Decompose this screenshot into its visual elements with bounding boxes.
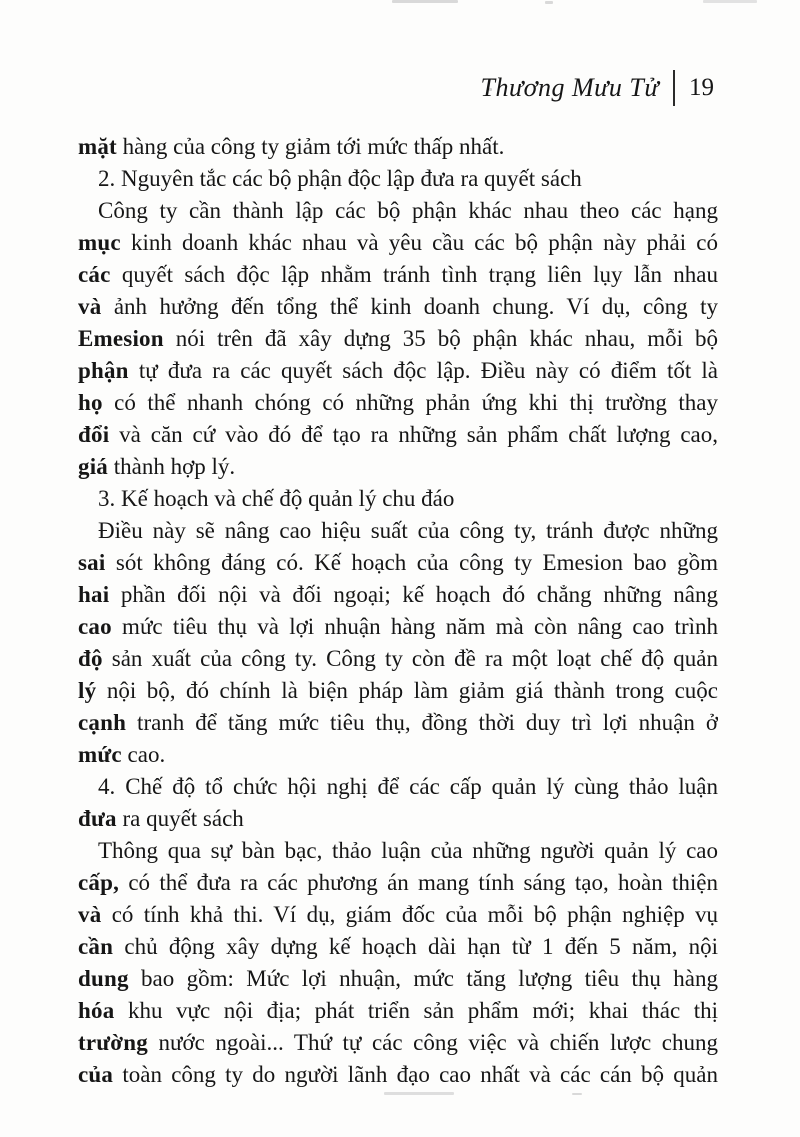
line-rest: hàng của công ty giảm tới mức thấp nhất.: [116, 134, 505, 159]
line-first-word: hai: [78, 582, 110, 607]
text-line: [78, 643, 718, 675]
line-first-word: mặt: [78, 134, 117, 159]
line-rest: nói trên đã xây dựng 35 bộ phận khác nhau, mỗi bộ: [163, 326, 718, 351]
line-rest: và căn cứ vào đó để tạo ra những sản phẩm chất lượng cao,: [109, 422, 718, 447]
line-rest: Công ty cần thành lập các bộ phận khác nhau theo các hạng: [98, 198, 718, 223]
line-rest: sót không đáng có. Kế hoạch của công ty Emesion bao gồm: [105, 550, 718, 575]
line-first-word: đổi: [78, 422, 110, 447]
line-first-word: đưa: [78, 806, 117, 831]
text-line: [78, 835, 718, 867]
line-rest: có thể đưa ra các phương án mang tính sáng tạo, hoàn thiện: [119, 870, 718, 895]
text-line: [78, 451, 718, 483]
line-first-word: cấp,: [78, 870, 120, 895]
text-line: [78, 1027, 718, 1059]
text-line: [78, 963, 718, 995]
line-first-word: Emesion: [78, 326, 164, 351]
line-rest: thành hợp lý.: [108, 454, 236, 479]
text-line: [78, 995, 718, 1027]
text-line: [78, 611, 718, 643]
line-first-word: độ: [78, 646, 103, 671]
scan-speck: [384, 1092, 454, 1095]
line-first-word: họ: [78, 390, 103, 415]
line-first-word: phận: [78, 358, 129, 383]
line-rest: Thông qua sự bàn bạc, thảo luận của những người quản lý cao: [98, 838, 718, 863]
line-first-word: của: [78, 1062, 114, 1087]
line-rest: mức tiêu thụ và lợi nhuận hàng năm mà còn nâng cao trình: [111, 614, 718, 639]
text-line: [78, 483, 718, 515]
text-line: [78, 931, 718, 963]
text-line: [78, 675, 718, 707]
line-first-word: cao: [78, 614, 112, 639]
text-line: [78, 419, 718, 451]
text-line: [78, 387, 718, 419]
line-first-word: mục: [78, 230, 121, 255]
text-line: [78, 1059, 718, 1091]
text-line: [78, 579, 718, 611]
line-first-word: trường: [78, 1030, 148, 1055]
line-rest: ra quyết sách: [116, 806, 244, 831]
page-number: 19: [689, 74, 714, 101]
text-line: [78, 899, 718, 931]
line-rest: phần đối nội và đối ngoại; kế hoạch đó chẳng những nâng: [109, 582, 718, 607]
text-line: [78, 547, 718, 579]
line-rest: 3. Kế hoạch và chế độ quản lý chu đáo: [98, 486, 455, 511]
line-first-word: và: [78, 902, 102, 927]
text-line: [78, 163, 718, 195]
line-rest: sản xuất của công ty. Công ty còn đề ra một loạt chế độ quản: [102, 646, 718, 671]
line-rest: 2. Nguyên tắc các bộ phận độc lập đưa ra quyết sách: [98, 166, 582, 191]
scan-speck: [572, 1093, 582, 1095]
text-block: [78, 131, 718, 1091]
header-separator: [673, 70, 675, 106]
line-rest: tranh để tăng mức tiêu thụ, đồng thời duy trì lợi nhuận ở: [126, 710, 718, 735]
line-rest: nội bộ, đó chính là biện pháp làm giảm giá thành trong cuộc: [96, 678, 718, 703]
line-rest: có tính khả thi. Ví dụ, giám đốc của mỗi bộ phận nghiệp vụ: [101, 902, 718, 927]
line-first-word: dung: [78, 966, 129, 991]
line-first-word: hóa: [78, 998, 115, 1023]
line-rest: toàn công ty do người lãnh đạo cao nhất và các cán bộ quản: [113, 1062, 718, 1087]
line-first-word: cạnh: [78, 710, 127, 735]
line-rest: 4. Chế độ tổ chức hội nghị để các cấp quản lý cùng thảo luận: [98, 774, 718, 799]
line-first-word: mức: [78, 742, 122, 767]
line-first-word: và: [78, 294, 102, 319]
line-rest: kinh doanh khác nhau và yêu cầu các bộ phận này phải có: [120, 230, 718, 255]
text-line: [78, 195, 718, 227]
text-line: [78, 355, 718, 387]
line-first-word: cần: [78, 934, 114, 959]
book-title: Thương Mưu Tử: [480, 73, 659, 102]
scan-speck: [703, 0, 757, 3]
line-first-word: sai: [78, 550, 106, 575]
text-line: [78, 803, 718, 835]
line-rest: bao gồm: Mức lợi nhuận, mức tăng lượng tiêu thụ hàng: [128, 966, 718, 991]
text-line: [78, 259, 718, 291]
running-header: [481, 70, 715, 106]
line-rest: khu vực nội địa; phát triển sản phẩm mới; khai thác thị: [114, 998, 718, 1023]
line-first-word: giá: [78, 454, 108, 479]
line-rest: nước ngoài... Thứ tự các công việc và chiến lược chung: [147, 1030, 718, 1055]
line-rest: chủ động xây dựng kế hoạch dài hạn từ 1 đến 5 năm, nội: [113, 934, 718, 959]
text-line: [78, 291, 718, 323]
line-rest: Điều này sẽ nâng cao hiệu suất của công ty, tránh được những: [98, 518, 718, 543]
text-line: [78, 323, 718, 355]
line-rest: quyết sách độc lập nhằm tránh tình trạng liên lụy lẫn nhau: [110, 262, 718, 287]
text-line: [78, 515, 718, 547]
text-line: [78, 867, 718, 899]
line-rest: cao.: [121, 742, 166, 767]
scan-speck: [545, 1, 553, 4]
line-first-word: lý: [78, 678, 97, 703]
text-line: [78, 707, 718, 739]
text-line: [78, 131, 718, 163]
text-line: [78, 227, 718, 259]
text-line: [78, 739, 718, 771]
scan-speck: [392, 0, 458, 3]
line-rest: tự đưa ra các quyết sách độc lập. Điều này có điểm tốt là: [128, 358, 718, 383]
line-rest: có thể nhanh chóng có những phản ứng khi thị trường thay: [102, 390, 718, 415]
line-rest: ảnh hưởng đến tổng thể kinh doanh chung. Ví dụ, công ty: [101, 294, 718, 319]
line-first-word: các: [78, 262, 111, 287]
text-line: [78, 771, 718, 803]
